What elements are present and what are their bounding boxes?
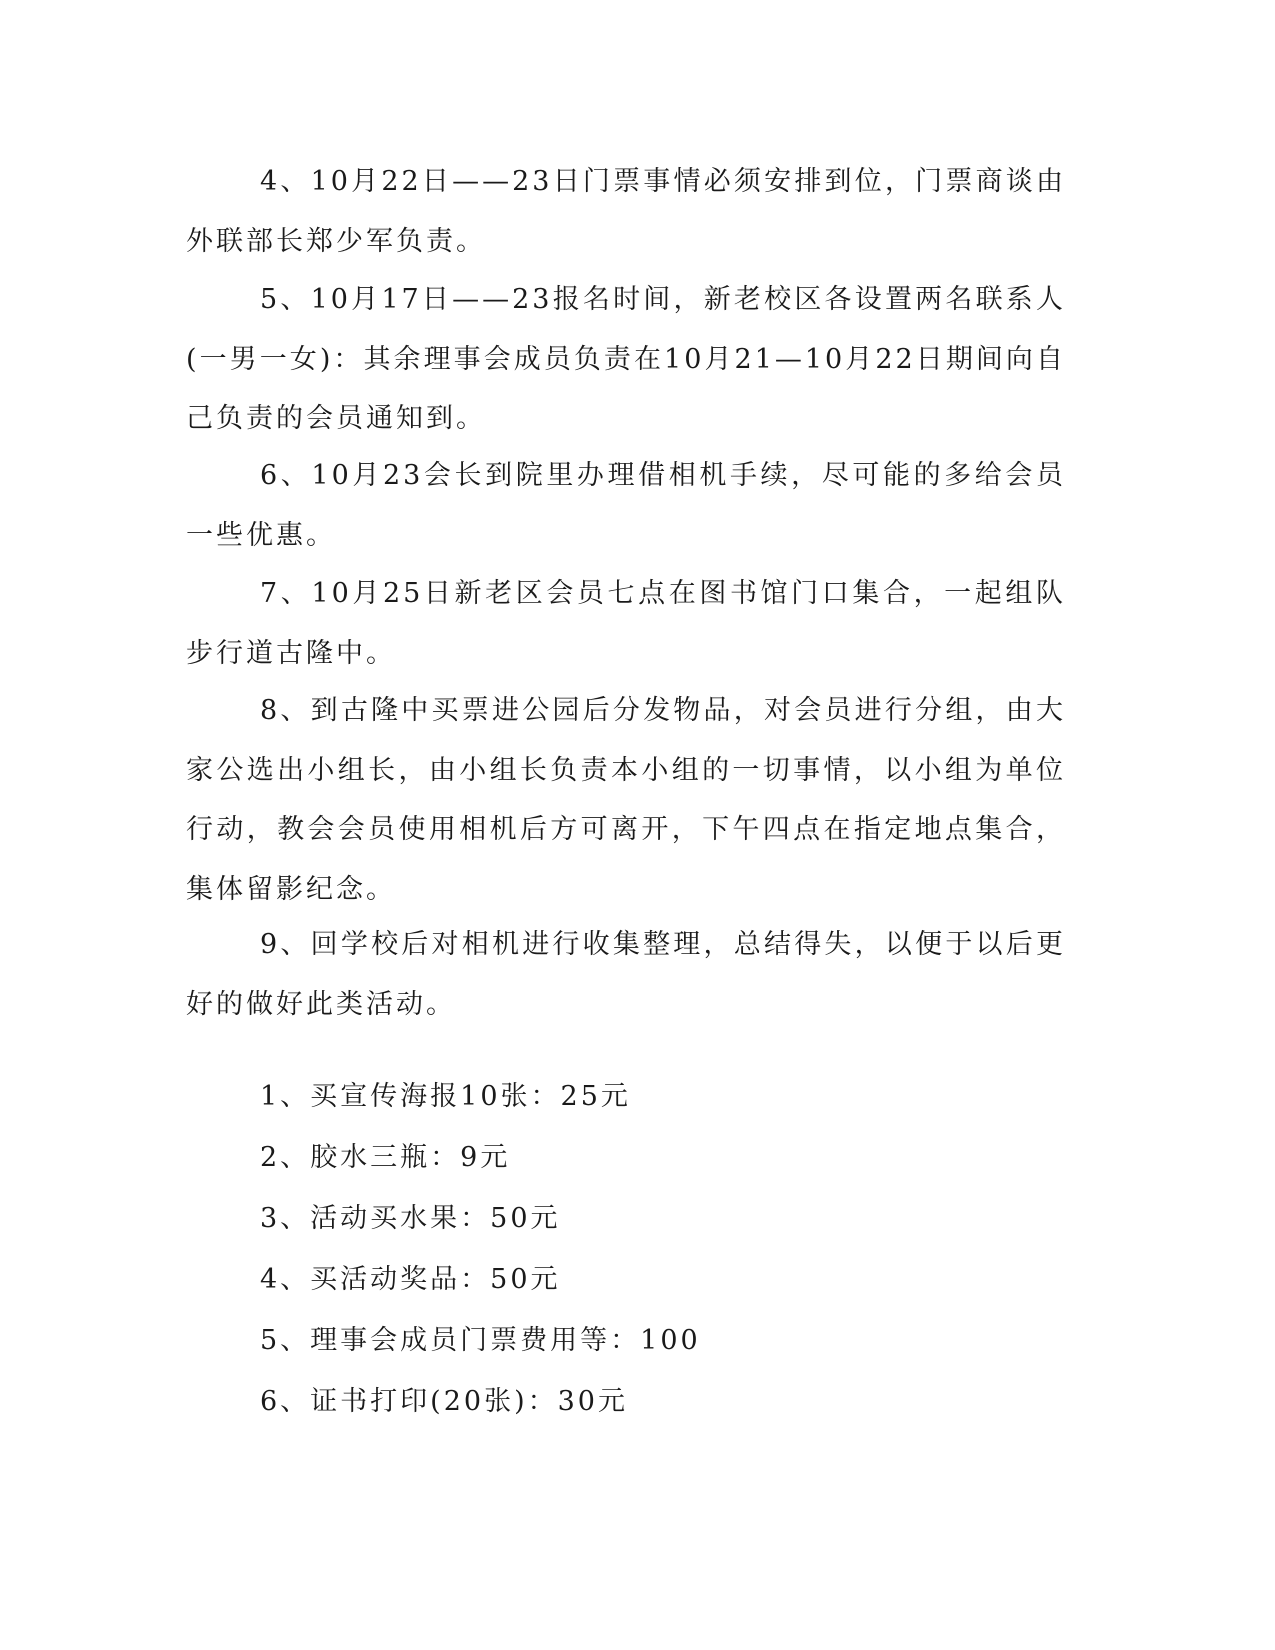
budget-list xyxy=(260,1066,701,1432)
paragraph-item-9: 9、回学校后对相机进行收集整理，总结得失，以便于以后更好的做好此类活动。 xyxy=(186,929,1066,1020)
paragraph-item-8: 8、到古隆中买票进公园后分发物品，对会员进行分组，由大家公选出小组长，由小组长负责本小组的一切事情，以小组为单位行动，教会会员使用相机后方可离开，下午四点在指定地点集合，集体留影纪念。 xyxy=(186,695,1066,905)
paragraph-item-6: 6、10月23会长到院里办理借相机手续，尽可能的多给会员一些优惠。 xyxy=(186,460,1066,551)
budget-item: 3、活动买水果：50元 xyxy=(260,1203,561,1234)
paragraph-item-4: 4、10月22日——23日门票事情必须安排到位，门票商谈由外联部长郑少军负责。 xyxy=(186,166,1066,257)
budget-item: 4、买活动奖品：50元 xyxy=(260,1264,561,1295)
paragraph-item-5: 5、10月17日——23报名时间，新老校区各设置两名联系人(一男一女)：其余理事会成员负责在10月21—10月22日期间向自己负责的会员通知到。 xyxy=(186,284,1066,434)
budget-item: 5、理事会成员门票费用等：100 xyxy=(260,1325,701,1356)
budget-item: 2、胶水三瓶：9元 xyxy=(260,1142,511,1173)
budget-item: 6、证书打印(20张)：30元 xyxy=(260,1386,628,1417)
paragraph-item-7: 7、10月25日新老区会员七点在图书馆门口集合，一起组队步行道古隆中。 xyxy=(186,578,1066,669)
budget-item: 1、买宣传海报10张：25元 xyxy=(260,1081,631,1112)
